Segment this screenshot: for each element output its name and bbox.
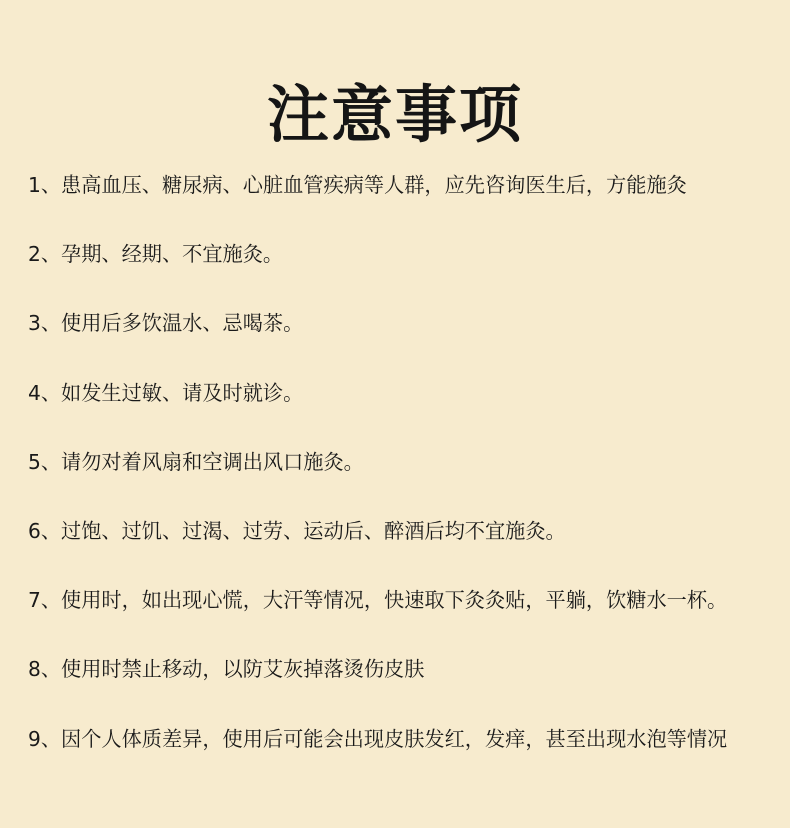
notice-list <box>28 166 778 789</box>
notice-item-3: 3、使用后多饮温水、忌喝茶。 <box>28 311 304 336</box>
notice-item-2: 2、孕期、经期、不宜施灸。 <box>28 242 284 267</box>
notice-item-5: 5、请勿对着风扇和空调出风口施灸。 <box>28 449 364 474</box>
page-title: 注意事项 <box>266 77 523 151</box>
notice-item-1: 1、患高血压、糖尿病、心脏血管疾病等人群，应先咨询医生后，方能施灸 <box>28 173 687 197</box>
notice-item-8: 8、使用时禁止移动，以防艾灰掉落烫伤皮肤 <box>28 657 425 682</box>
notice-item-6: 6、过饱、过饥、过渴、过劳、运动后、醉酒后均不宜施灸。 <box>28 518 566 543</box>
notice-item-9: 9、因个人体质差异，使用后可能会出现皮肤发红，发痒，甚至出现水泡等情况 <box>28 726 728 751</box>
notice-item-4: 4、如发生过敏、请及时就诊。 <box>28 380 304 405</box>
notice-item-7: 7、使用时，如出现心慌，大汗等情况，快速取下灸灸贴，平躺，饮糖水一杯。 <box>28 588 728 613</box>
